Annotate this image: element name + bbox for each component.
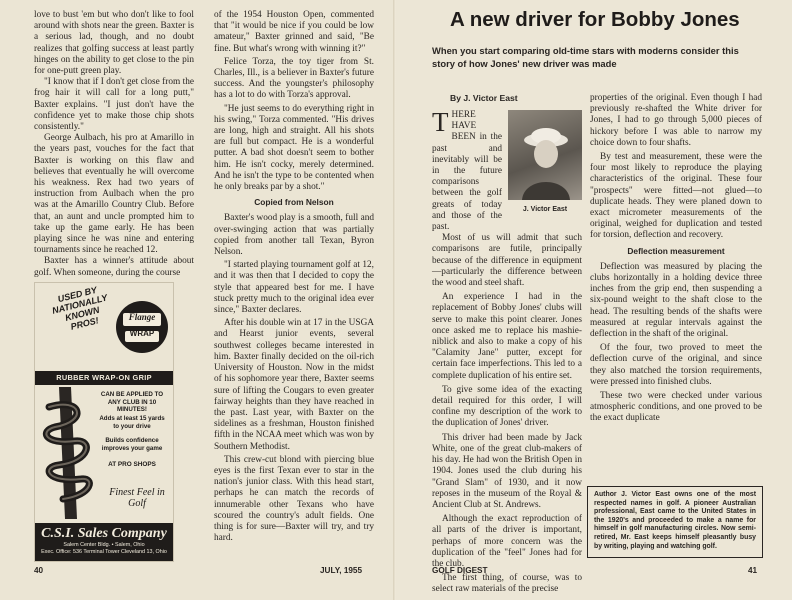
paragraph: This crew-cut blond with piercing blue eyes is the first Texan ever to star in the nation's junior class. With this head start, perhaps he can match the records of innumerable other Texans who have scoured the country's adult fields. One thing is for sure—Baxter will try, and try hard. (214, 454, 374, 544)
paragraph: These two were checked under various atmospheric conditions, and one proved to be the exact duplicate (590, 391, 762, 424)
flange-wrap-logo-icon (115, 287, 169, 367)
ad-logo-wrap: WRAP (129, 329, 155, 338)
page-number-left: 40 (34, 566, 44, 575)
paragraph: Of the four, two proved to meet the deflection curve of the original, and since they also matched the torsion requirements, were pressed into finished clubs. (590, 343, 762, 387)
paragraph: Baxter has a winner's attitude about golf. When someone, during the course (34, 256, 194, 278)
paragraph: George Aulbach, his pro at Amarillo in the years past, vouches for the fact that Baxter is working on this flaw and believes that eventually he will overcome his weakness. Rex had two years of instruction from Aulbach when the pro was at the Amarillo Country Club. Before that, an aunt and uncle prompted him to take up the game early. He has been playing since he was nine and entering tournaments since he reached 12. (34, 133, 194, 256)
paragraph: By test and measurement, these were the four most likely to reproduce the playing characteristics of the original. These four "prospects" were fitted—not glued—to duplicate heads. They were planed down to exact micrometer measurements of the original, weighed for duplication and tested for torsion, deflection and recovery. (590, 152, 762, 241)
paragraph: Deflection was measured by placing the clubs horizontally in a holding device three inches from the grip end, then suspending a six-pound weight to the shaft close to the head. The resulting bends of the shafts were measured at regular intervals against the deflection in the shaft of the original. (590, 261, 762, 340)
ad-banner-text: RUBBER WRAP-ON GRIP (56, 373, 152, 382)
ad-finest-feel-script: Finest Feel in Golf (109, 487, 165, 509)
article-byline: By J. Victor East (450, 93, 518, 103)
ad-logo-flange: Flange (128, 312, 156, 322)
paragraph: love to bust 'em but who don't like to fool around with shots near the green. Baxter is a serious lad, though, and no doubt realizes that golfing success at least partly hinges on the ability to get close to the pin for one-putt green play. (34, 10, 194, 77)
ad-black-banner (35, 371, 173, 385)
paragraph-opening: THERE HAVE BEEN in the past and inevitably will be in the future comparisons between the golf greats of today and those of the past. (432, 107, 502, 233)
author-photo-caption: J. Victor East (522, 206, 568, 213)
ad-yards-line: Adds at least 15 yards to your drive (99, 415, 165, 430)
paragraph: Felice Torza, the toy tiger from St. Charles, Ill., is a believer in Baxter's future success. And the youngster's philosophy has a lot to do with Torza's approval. (214, 56, 374, 101)
paragraph: of the 1954 Houston Open, commented that "it would be nice if you could be low amateur," Baxter grinned and said, "Be fine. But what's wrong with winning it?" (214, 10, 374, 54)
paragraph: Baxter's wood play is a smooth, full and over-swinging action that was partially copied from another tall Texan, Byron Nelson. (214, 213, 374, 258)
paragraph: properties of the original. Even though I had previously re-shafted the White driver for Jones, I had to go through 5,000 pieces of hickory before I was able to narrow my choice down to four shafts. (590, 93, 762, 148)
author-portrait-icon (508, 110, 582, 200)
left-col2 (214, 10, 374, 544)
subhead-deflection-measurement: Deflection measurement (627, 245, 725, 256)
paragraph: After his double win at 17 in the USGA and Hearst junior events, several southwest colleges became interested in him. Baxter finally decided on the oil-rich University of Houston. Now in the midst of his sophomore year there, Baxter seems sure of lifting the Cougars to even greater fairway heights than they have reached in the past. Last year, with Baxter on the sidelines as a freshman, Houston finished fifth in the NCAA meet which was won by Southern Methodist. (214, 318, 374, 452)
paragraph: An experience I had in the replacement of Bobby Jones' clubs will serve to make this point clearer. Jones once asked me to replace his mashie-niblick and also to make a copy of his "Calamity Jane" putter, except for certain face imperfections. This led to a complete duplication of his entire set. (432, 292, 582, 381)
page-number-right: 41 (748, 566, 758, 575)
magazine-name: GOLF DIGEST (432, 566, 488, 575)
ad-pro-shops-line: AT PRO SHOPS (108, 461, 156, 468)
issue-date: JULY, 1955 (320, 566, 363, 575)
subhead-copied-from-nelson: Copied from Nelson (254, 197, 334, 208)
paragraph: Although the exact reproduction of all parts of the driver is important, perhaps of more concern was the duplication of the "feel" Jones had for the club. (432, 514, 582, 569)
left-col1-top (34, 10, 194, 279)
author-photo (508, 110, 582, 214)
ad-confidence-line: Builds confidence improves your game (101, 437, 163, 452)
article-deck: When you start comparing old-time stars with moderns consider this story of how Jones' new driver was made (432, 45, 739, 69)
paragraph: "I started playing tournament golf at 12, and it was then that I decided to copy the style that appeared best for me. I have stuck pretty much to the original idea ever since," Baxter declares. (214, 260, 374, 316)
ad-any-club-line: CAN BE APPLIED TO ANY CLUB IN 10 MINUTES! (100, 391, 164, 414)
ad-brand-name: C.S.I. Sales Company (41, 526, 167, 541)
right-col1 (432, 107, 582, 596)
paragraph: "He just seems to do everything right in his swing," Torza commented. "His drives are long, high and straight. All his shots are full but compact. He is a wonderful putter. A bad shot doesn't seem to bother him. He isn't cocky, merely determined. And he isn't the type to be contented when he only breaks par by a shot." (214, 103, 374, 193)
ad-address-line1: Salem Center Bldg. • Salem, Ohio (63, 542, 145, 548)
author-bio-box: Author J. Victor East owns one of the most respected names in golf. A pioneer Australian professional, East came to the United States in the 1920's and proceeded to make a name for himself in golf manufacturing circles. Now semi-retired, Mr. East keeps himself pleasantly busy by writing, playing and watching golf. (587, 486, 763, 558)
flange-wrap-advertisement (34, 282, 174, 562)
paragraph: Most of us will admit that such comparisons are futile, principally because of the difference in equipment—particularly the difference between the wood and steel shaft. (432, 233, 582, 289)
ad-address-line2: Exec. Office: 536 Terminal Tower Cleveland 13, Ohio (41, 549, 167, 555)
paragraph: "I know that if I don't get close from the frog hair it will call for a long putt," Baxter explains. "I just don't have the confidence yet to make those chip shots consistently." (34, 77, 194, 133)
paragraph: The first thing, of course, was to select raw materials of the precise (432, 573, 582, 595)
right-col2 (590, 93, 762, 425)
ad-pros-burst: USED BY NATIONALLY KNOWN PROS! (51, 284, 109, 332)
paragraph: This driver had been made by Jack White, one of the great club-makers of his day. He had won the British Open in 1904. Jones used the club during his "Grand Slam" of 1930, and it now reposes in the museum of the Royal & Ancient Club at St. Andrews. (432, 432, 582, 510)
article-headline: A new driver for Bobby Jones (450, 8, 740, 31)
paragraph: To give some idea of the exacting detail required for this order, I will confine my description of the work to the duplication of Jones' driver. (432, 384, 582, 429)
author-portrait (508, 110, 582, 200)
ad-footer (35, 523, 173, 561)
drop-cap: T (432, 107, 449, 137)
golf-club-grip-icon (41, 387, 97, 519)
